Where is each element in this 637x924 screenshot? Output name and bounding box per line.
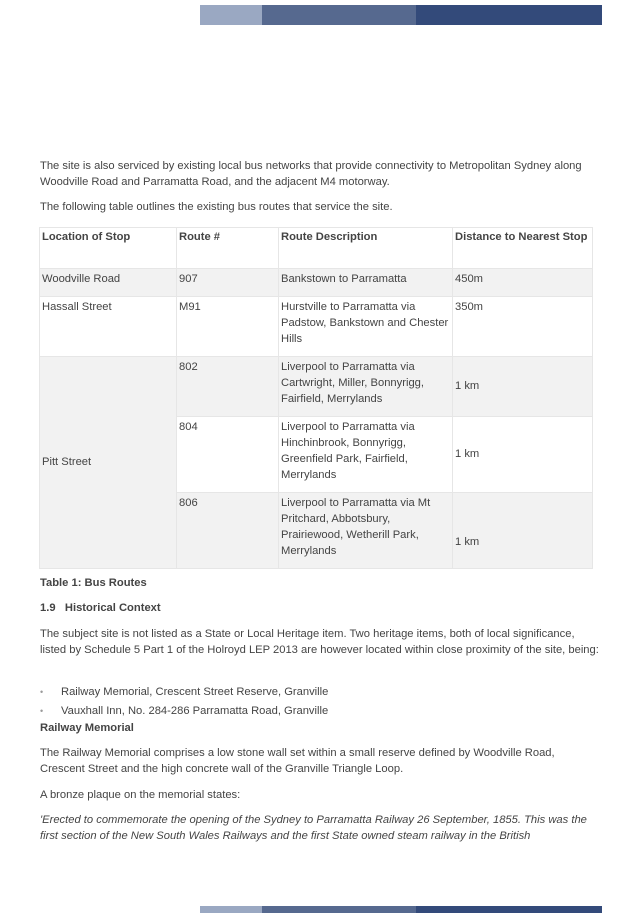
memorial-paragraph: The Railway Memorial comprises a low stone wall set within a small reserve defined by Woodville Road, Crescent Street and the high concrete wall of the Granville Triangle Loop.: [40, 747, 555, 775]
list-item: [40, 702, 600, 721]
header-bar-segment: [200, 5, 262, 25]
header-decorative-bar: [200, 5, 602, 25]
table-cell: Liverpool to Parramatta via Cartwright, Miller, Bonnyrigg, Fairfield, Merrylands: [279, 357, 453, 417]
table-cell: 802: [177, 357, 279, 417]
footer-bar-segment: [200, 906, 262, 913]
list-item-text: Railway Memorial, Crescent Street Reserve, Granville: [61, 686, 329, 698]
table-cell: Bankstown to Parramatta: [279, 269, 453, 297]
footer-decorative-bar: [200, 906, 602, 913]
section-title: Historical Context: [64, 602, 161, 614]
table-cell: Hurstville to Parramatta via Padstow, Bankstown and Chester Hills: [279, 297, 453, 357]
list-item: [40, 683, 600, 702]
footer-bar-segment: [262, 906, 416, 913]
table-cell: Pitt Street: [40, 357, 177, 569]
table-cell: M91: [177, 297, 279, 357]
column-header: Distance to Nearest Stop: [453, 228, 593, 269]
section-heading: [40, 600, 600, 616]
table-cell: 1 km: [453, 493, 593, 569]
column-header: Route Description: [279, 228, 453, 269]
table-cell: 907: [177, 269, 279, 297]
table-header-row: [40, 228, 593, 269]
table-cell: 450m: [453, 269, 593, 297]
table-cell: 806: [177, 493, 279, 569]
bullet-icon: •: [40, 687, 44, 697]
list-item-text: Vauxhall Inn, No. 284-286 Parramatta Road, Granville: [61, 705, 329, 717]
table-row: [40, 357, 593, 417]
bus-routes-table: [39, 227, 593, 569]
table-row: [40, 269, 593, 297]
table-cell: Hassall Street: [40, 297, 177, 357]
header-bar-segment: [416, 5, 602, 25]
bullet-icon: •: [40, 706, 44, 716]
plaque-intro-paragraph: A bronze plaque on the memorial states:: [40, 789, 241, 801]
table-cell: 1 km: [453, 357, 593, 417]
intro-paragraph: The site is also serviced by existing local bus networks that provide connectivity to Metropolitan Sydney along Woodville Road and Parramatta Road, and the adjacent M4 motorway.: [40, 160, 582, 188]
table-row: [40, 297, 593, 357]
column-header: Route #: [177, 228, 279, 269]
footer-bar-segment: [416, 906, 602, 913]
table-cell: 350m: [453, 297, 593, 357]
column-header: Location of Stop: [40, 228, 177, 269]
table-cell: 804: [177, 417, 279, 493]
header-bar-segment: [262, 5, 416, 25]
heritage-items-list: [40, 683, 600, 721]
table-cell: Woodville Road: [40, 269, 177, 297]
subheading-railway-memorial: Railway Memorial: [40, 722, 134, 734]
table-caption: Table 1: Bus Routes: [40, 577, 147, 589]
table-cell: Liverpool to Parramatta via Mt Pritchard, Abbotsbury, Prairiewood, Wetherill Park, Merrylands: [279, 493, 453, 569]
table-cell: 1 km: [453, 417, 593, 493]
table-cell: Liverpool to Parramatta via Hinchinbrook, Bonnyrigg, Greenfield Park, Fairfield, Merrylands: [279, 417, 453, 493]
table-intro-paragraph: The following table outlines the existing bus routes that service the site.: [40, 201, 393, 213]
section-number: 1.9: [40, 602, 56, 614]
plaque-quote: 'Erected to commemorate the opening of the Sydney to Parramatta Railway 26 September, 1855. This was the first section of the New South Wales Railways and the first State owned steam railway in the British: [40, 814, 587, 842]
heritage-paragraph: The subject site is not listed as a State or Local Heritage item. Two heritage items, both of local significance, listed by Schedule 5 Part 1 of the Holroyd LEP 2013 are however located within close proximity of the site, being:: [40, 628, 599, 656]
